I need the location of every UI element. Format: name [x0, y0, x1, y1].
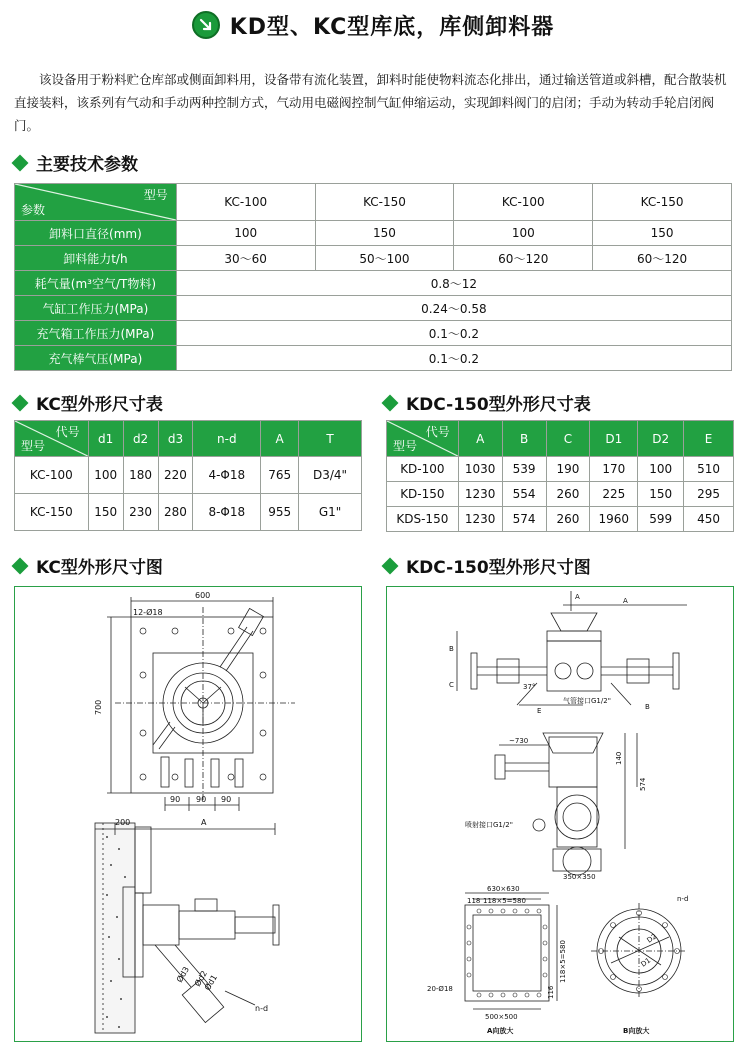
kdc-holes-20: 20-Ø18	[427, 985, 453, 993]
specs-cell: 50～100	[315, 246, 454, 271]
kdc-header: D1	[590, 421, 638, 457]
diamond-icon	[12, 154, 29, 171]
specs-cell: 0.8～12	[176, 271, 731, 296]
kc-dim-90b: 90	[196, 795, 207, 804]
section-kdc-drawing-title: KDC-150型外形尺寸图	[406, 558, 591, 578]
kdc-drawing	[387, 587, 733, 1041]
section-specs-title: 主要技术参数	[36, 155, 138, 175]
section-kc-table-heading	[14, 390, 163, 415]
specs-table	[14, 183, 732, 371]
kdc-dim-350: 350×350	[563, 873, 596, 881]
kdc-dim-140: 140	[615, 751, 623, 765]
kdc-header: B	[502, 421, 546, 457]
kdc-nd: n-d	[677, 895, 689, 903]
kc-drawing	[15, 587, 361, 1041]
section-kc-table-title: KC型外形尺寸表	[36, 395, 163, 415]
kc-dim-a: A	[201, 818, 207, 827]
kdc-header: C	[546, 421, 590, 457]
diamond-icon	[12, 557, 29, 574]
kdc-dim-c: C	[449, 681, 454, 689]
kc-cell: G1"	[299, 494, 362, 531]
kc-header: n-d	[193, 421, 261, 457]
kc-dim-600: 600	[195, 591, 211, 600]
kdc-cell: 170	[590, 457, 638, 482]
kc-cell: 280	[158, 494, 193, 531]
specs-cell: 60～120	[454, 246, 593, 271]
kdc-spray-label: 喷射接口G1/2"	[465, 821, 513, 829]
kdc-header: E	[684, 421, 734, 457]
kdc-d1: D1	[639, 956, 653, 969]
kdc-corner-cell: 代号 型号	[387, 421, 459, 457]
section-kdc-table-title: KDC-150型外形尺寸表	[406, 395, 591, 415]
kdc-dim-574: 574	[639, 777, 647, 791]
kdc-header: D2	[638, 421, 684, 457]
diamond-icon	[382, 557, 399, 574]
specs-row-label: 充气箱工作压力(MPa)	[15, 321, 177, 346]
specs-cell: 150	[315, 221, 454, 246]
kdc-cell: 1230	[458, 482, 502, 507]
kc-header: A	[261, 421, 299, 457]
kc-holes-label: 12-Ø18	[133, 608, 163, 617]
specs-model-1: KC-150	[315, 184, 454, 221]
kdc-dim-118-580: 118×5=580	[483, 897, 526, 905]
kc-corner-cell: 代号 型号	[15, 421, 89, 457]
kdc-pipe-label: 气管接口G1/2"	[563, 697, 611, 705]
specs-corner-cell: 型号 参数	[15, 184, 177, 221]
kc-dim-90a: 90	[170, 795, 181, 804]
kdc-cell: 599	[638, 507, 684, 532]
page-header	[0, 8, 746, 42]
kc-cell: 4-Φ18	[193, 457, 261, 494]
kc-cell: 955	[261, 494, 299, 531]
page-title: KD型、KC型库底，库侧卸料器	[229, 14, 555, 40]
specs-model-0: KC-100	[176, 184, 315, 221]
specs-model-3: KC-150	[593, 184, 732, 221]
kc-cell: 220	[158, 457, 193, 494]
kdc-cell: KD-150	[387, 482, 459, 507]
specs-cell: 30～60	[176, 246, 315, 271]
kdc-dim-500: 500×500	[485, 1013, 518, 1021]
kdc-cell: 510	[684, 457, 734, 482]
arrow-down-right-icon	[192, 11, 220, 39]
kdc-cell: KD-100	[387, 457, 459, 482]
kdc-dim-a: A	[623, 597, 628, 605]
specs-cell: 0.1～0.2	[176, 346, 731, 371]
kdc-dim-118: 118	[467, 897, 481, 905]
kdc-dim-b: B	[449, 645, 454, 653]
kc-drawing-panel	[14, 586, 362, 1042]
kc-header: d2	[123, 421, 158, 457]
kc-dim-200: 200	[115, 818, 131, 827]
section-specs-heading	[14, 150, 138, 175]
kdc-cell: 100	[638, 457, 684, 482]
kc-cell: 765	[261, 457, 299, 494]
kc-cell: 8-Φ18	[193, 494, 261, 531]
kdc-view-a-caption: A向放大	[487, 1027, 514, 1035]
kdc-cell: 554	[502, 482, 546, 507]
kdc-cell: 1030	[458, 457, 502, 482]
specs-row-label: 充气棒气压(MPa)	[15, 346, 177, 371]
specs-model-2: KC-100	[454, 184, 593, 221]
kc-dimension-table	[14, 420, 362, 531]
kdc-dim-118v: 118×5=580	[559, 940, 567, 983]
kdc-view-b-caption: B向放大	[623, 1027, 650, 1035]
intro-paragraph: 该设备用于粉料贮仓库部或侧面卸料用，设备带有流化装置，卸料时能使物料流态化排出，通过输送管道或斜槽，配合散装机直接装料，该系列有气动和手动两种控制方式，气动用电磁阀控制气缸伸缩运动，实现卸料阀门的启闭；手动为转动手轮启闭阀门。	[14, 72, 727, 133]
specs-row-label: 气缸工作压力(MPa)	[15, 296, 177, 321]
specs-cell: 0.1～0.2	[176, 321, 731, 346]
kc-header: d3	[158, 421, 193, 457]
kdc-arrow-b: B	[645, 703, 650, 711]
kc-cell: KC-100	[15, 457, 89, 494]
kdc-dim-730: ~730	[509, 737, 529, 745]
kdc-cell: 260	[546, 507, 590, 532]
specs-cell: 100	[454, 221, 593, 246]
specs-row-label: 卸料口直径(mm)	[15, 221, 177, 246]
kdc-d2: D2	[645, 932, 659, 945]
kdc-cell: 295	[684, 482, 734, 507]
kc-cell: 150	[88, 494, 123, 531]
kc-dim-700: 700	[94, 699, 103, 715]
kc-d1: Ød1	[202, 973, 219, 992]
kc-d3: Ød3	[174, 965, 191, 984]
kc-cell: 100	[88, 457, 123, 494]
kc-cell: D3/4"	[299, 457, 362, 494]
kc-d2: Ød2	[192, 969, 209, 988]
specs-row-label: 卸料能力t/h	[15, 246, 177, 271]
section-kc-drawing-title: KC型外形尺寸图	[36, 558, 163, 578]
specs-row-label: 耗气量(m³空气/T物料)	[15, 271, 177, 296]
specs-cell: 0.24～0.58	[176, 296, 731, 321]
kc-cell: KC-150	[15, 494, 89, 531]
section-kdc-table-heading	[384, 390, 591, 415]
kdc-angle: 37°	[523, 683, 536, 691]
kdc-cell: 450	[684, 507, 734, 532]
section-kdc-drawing-heading	[384, 553, 591, 578]
diamond-icon	[382, 394, 399, 411]
diamond-icon	[12, 394, 29, 411]
kdc-cell: KDS-150	[387, 507, 459, 532]
section-kc-drawing-heading	[14, 553, 163, 578]
kdc-header: A	[458, 421, 502, 457]
kc-cell: 230	[123, 494, 158, 531]
kdc-cell: 1960	[590, 507, 638, 532]
specs-cell: 60～120	[593, 246, 732, 271]
kdc-cell: 150	[638, 482, 684, 507]
kdc-cell: 260	[546, 482, 590, 507]
kdc-cell: 190	[546, 457, 590, 482]
kdc-cell: 1230	[458, 507, 502, 532]
kdc-cell: 225	[590, 482, 638, 507]
kdc-dim-630: 630×630	[487, 885, 520, 893]
kdc-cell: 539	[502, 457, 546, 482]
kc-cell: 180	[123, 457, 158, 494]
kc-header: T	[299, 421, 362, 457]
kc-nd: n-d	[255, 1004, 269, 1013]
kdc-dimension-table	[386, 420, 734, 532]
kdc-arrow-a: A	[575, 593, 580, 601]
specs-cell: 150	[593, 221, 732, 246]
kc-dim-90c: 90	[221, 795, 232, 804]
kdc-drawing-panel	[386, 586, 734, 1042]
kc-header: d1	[88, 421, 123, 457]
kdc-dim-116: 116	[547, 985, 555, 999]
kdc-cell: 574	[502, 507, 546, 532]
kdc-dim-e: E	[537, 707, 542, 715]
specs-cell: 100	[176, 221, 315, 246]
